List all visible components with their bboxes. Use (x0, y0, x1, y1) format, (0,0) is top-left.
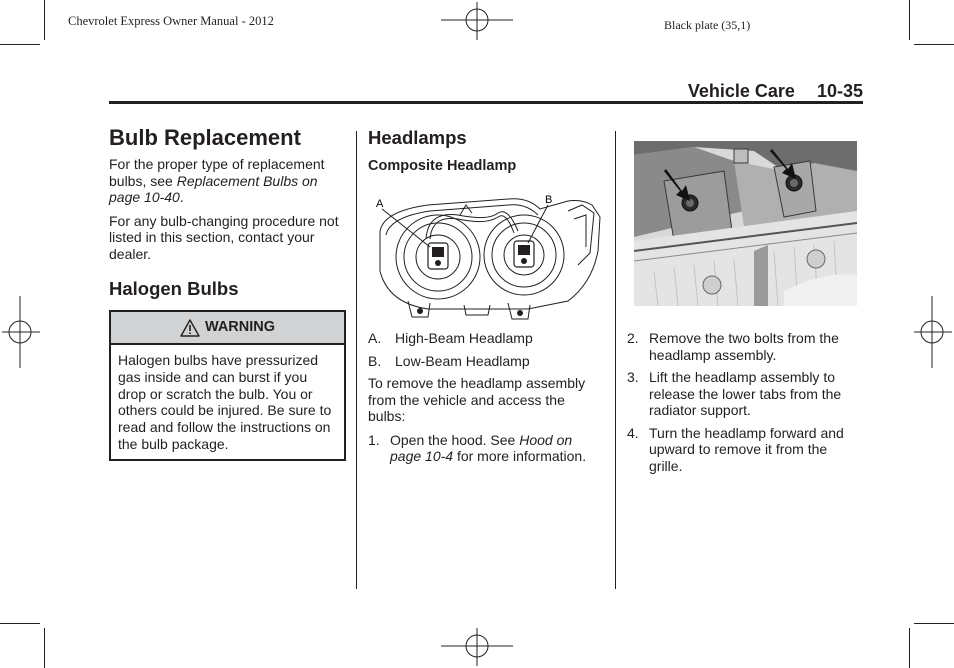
crop-mark (914, 623, 954, 624)
section-title: Vehicle Care (687, 81, 795, 101)
headlamp-bolts-photo (634, 141, 857, 306)
crop-mark (0, 623, 40, 624)
paragraph: For any bulb-changing procedure not listed in this section, contact your dealer. (109, 212, 339, 262)
registration-crosshair-icon (441, 0, 513, 40)
column-divider (615, 131, 616, 589)
registration-crosshair-icon (914, 296, 954, 368)
legend-text: Low-Beam Headlamp (395, 352, 530, 369)
figure-label-b: B (545, 194, 553, 206)
list-item (627, 425, 857, 475)
legend-item (368, 353, 604, 370)
crop-mark (44, 0, 45, 40)
crop-mark (909, 0, 910, 40)
step-text: Remove the two bolts from the headlamp assembly. (649, 330, 839, 363)
list-item (368, 432, 604, 465)
step-number: 4. (627, 424, 639, 441)
step-text: Lift the headlamp assembly to release the lower tabs from the radiator support. (649, 369, 842, 418)
paragraph: To remove the headlamp assembly from the vehicle and access the bulbs: (368, 375, 586, 424)
list-item (627, 369, 857, 419)
list-item (627, 330, 857, 363)
legend-key: A. (368, 330, 382, 346)
column-divider (356, 131, 357, 589)
section-heading: Headlamps (368, 127, 467, 148)
legend-text: High-Beam Headlamp (395, 330, 533, 346)
crop-mark (914, 44, 954, 45)
step-text (390, 432, 604, 465)
text: For the proper type of replacement bulbs, see (109, 156, 325, 189)
registration-crosshair-icon (441, 628, 513, 668)
warning-box (109, 310, 346, 461)
figure-label-a: A (376, 198, 384, 210)
warning-label: WARNING (204, 319, 276, 336)
text: Open the hood. See (390, 431, 520, 448)
legend-key: B. (368, 352, 382, 369)
step-text: Turn the headlamp forward and upward to remove it from the grille. (649, 424, 844, 474)
crop-mark (44, 628, 45, 668)
warning-text: Halogen bulbs have pressurized gas inside and can burst if you drop or scratch the bulb. You or others could be injured. Be sure to read and follow the instructions on the bulb package. (118, 352, 332, 452)
warning-header (111, 312, 344, 345)
header-rule (109, 101, 863, 104)
column-3 (627, 330, 857, 480)
column-2 (368, 127, 604, 471)
warning-triangle-icon (180, 319, 200, 337)
step-number: 2. (627, 330, 639, 346)
cross-reference: Hood on page 10-4 (390, 431, 573, 464)
crop-mark (0, 44, 40, 45)
crop-mark (909, 628, 910, 668)
running-head (688, 81, 863, 102)
page-number: 10-35 (816, 81, 863, 101)
text: for more information. (453, 448, 587, 464)
cross-reference: Replacement Bulbs on page 10-40 (109, 172, 318, 205)
step-number: 1. (368, 431, 380, 448)
text: . (179, 189, 184, 205)
headlamp-illustration (368, 191, 604, 326)
plate-title: Chevrolet Express Owner Manual - 2012 (68, 14, 274, 28)
step-number: 3. (627, 369, 639, 385)
paragraph (109, 156, 346, 206)
subheading: Composite Headlamp (368, 158, 517, 174)
registration-crosshair-icon (0, 296, 40, 368)
section-heading: Halogen Bulbs (109, 278, 239, 299)
page-title: Bulb Replacement (109, 125, 301, 150)
legend-item (368, 330, 604, 347)
plate-number: Black plate (35,1) (664, 18, 751, 32)
column-1 (109, 124, 346, 461)
